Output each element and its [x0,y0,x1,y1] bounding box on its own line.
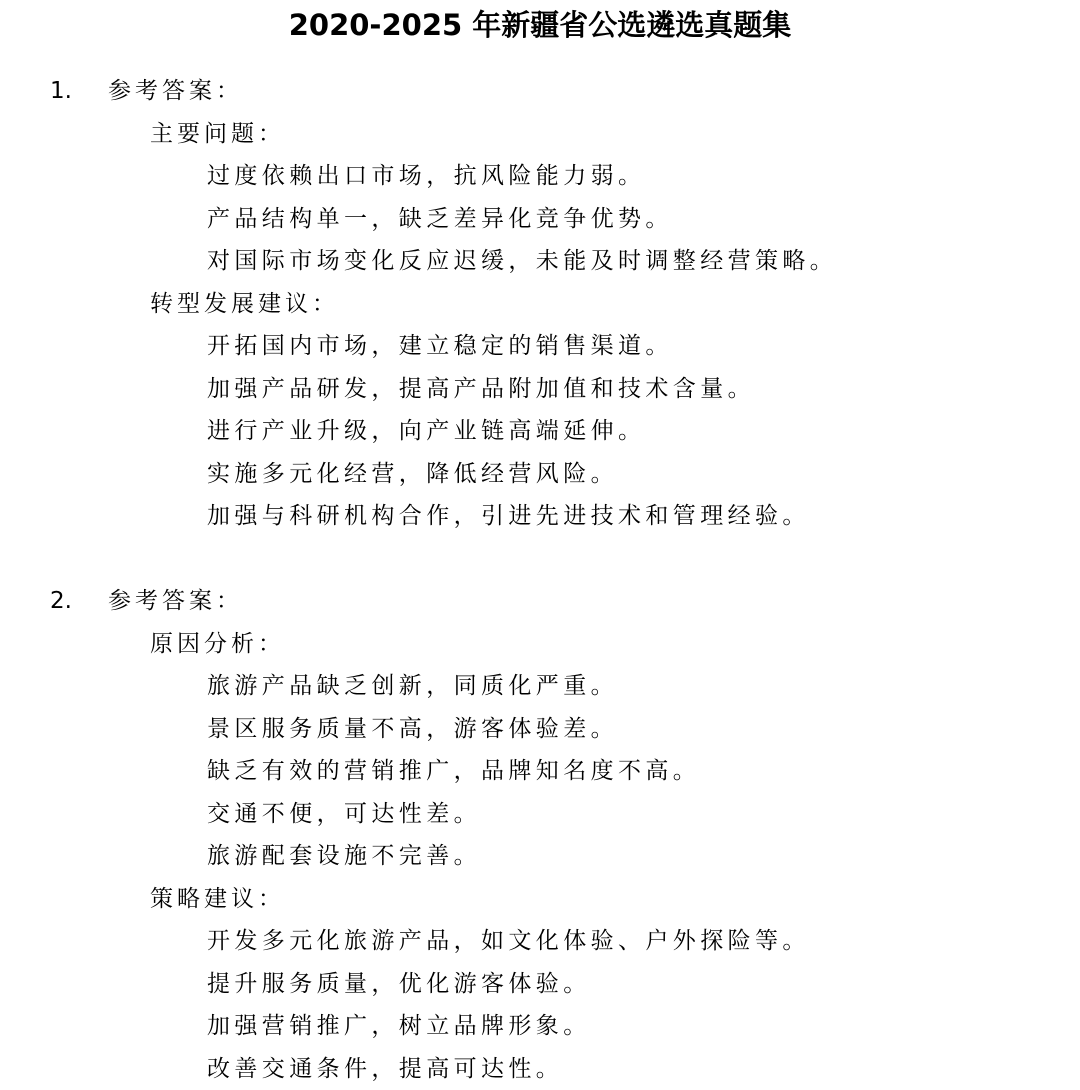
group-label-transformation-suggestions: 转型发展建议： [0,283,1080,326]
list-item: 进行产业升级，向产业链高端延伸。 [0,410,1080,453]
list-item: 加强与科研机构合作，引进先进技术和管理经验。 [0,495,1080,538]
group-label-main-problems: 主要问题： [0,113,1080,156]
list-item: 提升服务质量，优化游客体验。 [0,963,1080,1006]
list-item: 交通不便，可达性差。 [0,793,1080,836]
list-item: 加强产品研发，提高产品附加值和技术含量。 [0,368,1080,411]
list-item: 景区服务质量不高，游客体验差。 [0,708,1080,751]
section-heading: 参考答案： [108,580,243,622]
list-item: 旅游产品缺乏创新，同质化严重。 [0,665,1080,708]
section-heading: 参考答案： [108,70,243,112]
list-item: 对国际市场变化反应迟缓，未能及时调整经营策略。 [0,240,1080,283]
list-item: 开发多元化旅游产品，如文化体验、户外探险等。 [0,920,1080,963]
list-item: 旅游配套设施不完善。 [0,835,1080,878]
list-item: 加强营销推广，树立品牌形象。 [0,1005,1080,1048]
group-label-cause-analysis: 原因分析： [0,623,1080,666]
answer-section-1 [0,70,1080,538]
section-header [0,580,1080,623]
answer-section-2 [0,580,1080,1090]
document-title: 2020-2025 年新疆省公选遴选真题集 [0,4,1080,46]
list-item: 过度依赖出口市场，抗风险能力弱。 [0,155,1080,198]
list-item: 缺乏有效的营销推广，品牌知名度不高。 [0,750,1080,793]
list-item: 开拓国内市场，建立稳定的销售渠道。 [0,325,1080,368]
list-item: 产品结构单一，缺乏差异化竞争优势。 [0,198,1080,241]
list-item: 改善交通条件，提高可达性。 [0,1048,1080,1090]
section-number: 2. [50,580,72,622]
section-number: 1. [50,70,72,112]
section-header [0,70,1080,113]
group-label-strategy-suggestions: 策略建议： [0,878,1080,921]
list-item: 实施多元化经营，降低经营风险。 [0,453,1080,496]
